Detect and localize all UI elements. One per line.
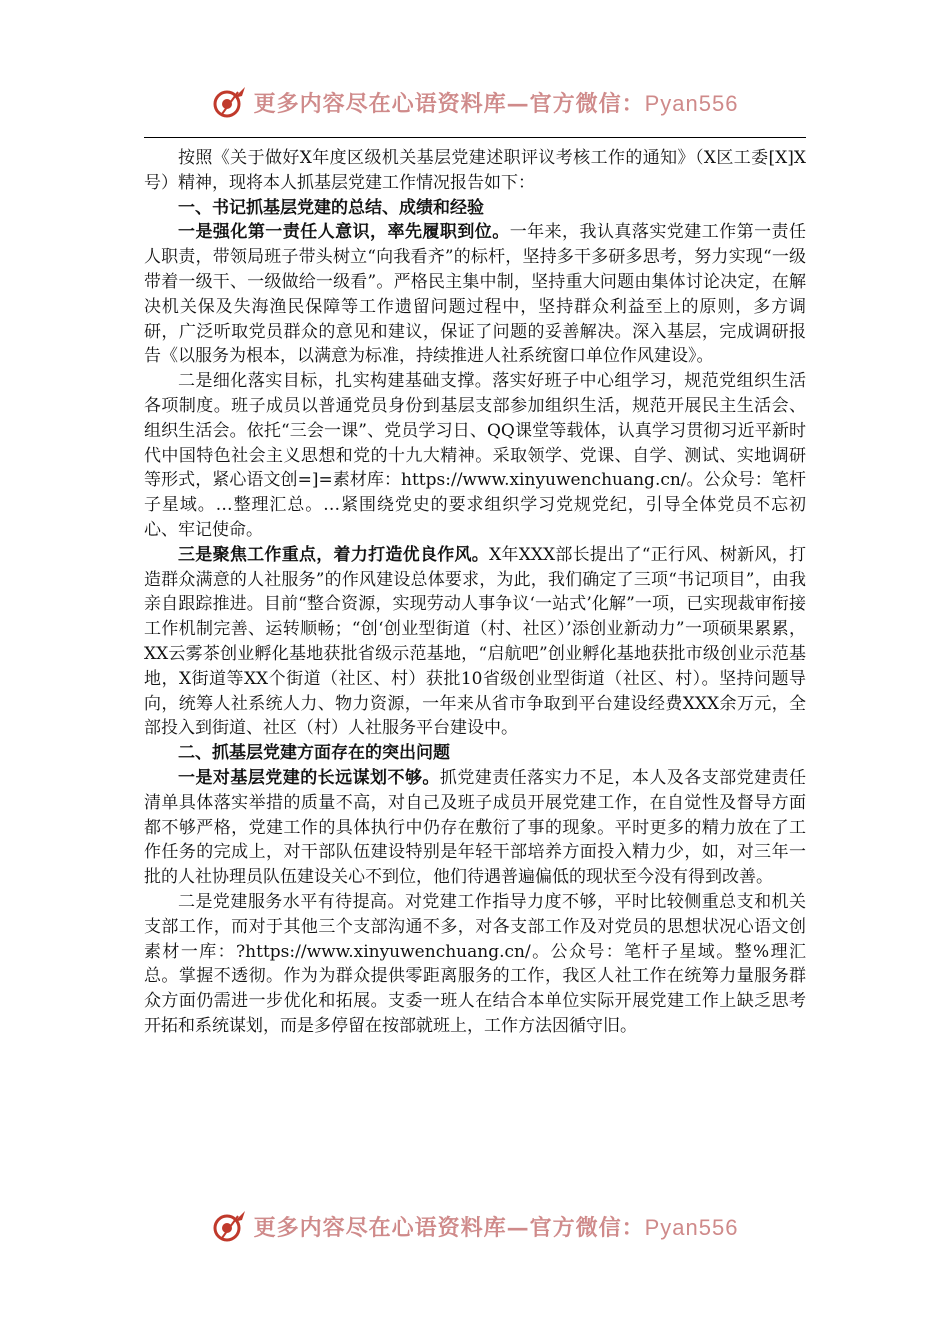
quill-logo-icon — [212, 1208, 248, 1244]
paragraph-4-lead: 一是对基层党建的长远谋划不够。 — [178, 767, 440, 788]
document-body — [144, 146, 806, 1039]
header-rule — [144, 137, 806, 138]
paragraph-4 — [144, 766, 806, 890]
paragraph-3 — [144, 543, 806, 741]
intro-paragraph: 按照《关于做好X年度区级机关基层党建述职评议考核工作的通知》（X区工委[X]X号）精神，现将本人抓基层党建工作情况报告如下： — [144, 148, 806, 193]
footer-banner — [0, 1208, 950, 1252]
paragraph-1-lead: 一是强化第一责任人意识，率先履职到位。 — [178, 222, 510, 243]
section-heading-1: 一、书记抓基层党建的总结、成绩和经验 — [178, 197, 484, 218]
wechat-id: Pyan556 — [644, 1214, 739, 1240]
banner-text: 更多内容尽在心语资料库—官方微信：Pyan556 — [253, 1214, 739, 1241]
wechat-id: Pyan556 — [644, 90, 739, 116]
header-banner — [0, 84, 950, 128]
paragraph-5: 二是党建服务水平有待提高。对党建工作指导力度不够，平时比较侧重总支和机关支部工作，而对于其他三个支部沟通不多，对各支部工作及对党员的思想状况心语文创素材一库：?https://www.xinyuwenchuang.cn/。公众号：笔杆子星域。整%理汇总。掌握不透彻。作为为群众提供零距离服务的工作，我区人社工作在统筹力量服务群众方面仍需进一步优化和拓展。支委一班人在结合本单位实际开展党建工作上缺乏思考开拓和系统谋划，而是多停留在按部就班上，工作方法因循守旧。 — [144, 891, 806, 1036]
paragraph-2: 二是细化落实目标，扎实构建基础支撑。落实好班子中心组学习，规范党组织生活各项制度。班子成员以普通党员身份到基层支部参加组织生活，规范开展民主生活会、组织生活会。依托“三会一课”、党员学习日、QQ课堂等载体，认真学习贯彻习近平新时代中国特色社会主义思想和党的十九大精神。采取领学、党课、自学、测试、实地调研等形式，紧心语文创=]=素材库：https://www.xinyuwenchuang.cn/。公众号：笔杆子星域。…整理汇总。…紧围绕党史的要求组织学习党规党纪，引导全体党员不忘初心、牢记使命。 — [144, 371, 806, 540]
section-heading-2: 二、抓基层党建方面存在的突出问题 — [178, 743, 450, 764]
paragraph-4-text: 抓党建责任落实力不足，本人及各支部党建责任清单具体落实举措的质量不高，对自己及班子成员开展党建工作，在自觉性及督导方面都不够严格，党建工作的具体执行中仍存在敷衍了事的现象。平时更多的精力放在了工作任务的完成上，对干部队伍建设特别是年轻干部培养方面投入精力少，如，对三年一批的人社协理员队伍建设关心不到位，他们待遇普遍偏低的现状至今没有得到改善。 — [144, 767, 807, 888]
paragraph-3-text: X年XXX部长提出了“正行风、树新风，打造群众满意的人社服务”的作风建设总体要求，为此，我们确定了三项“书记项目”，由我亲自跟踪推进。目前“整合资源，实现劳动人事争议‘一站式’化解”一项，已实现裁审衔接工作机制完善、运转顺畅；“创‘创业型街道（村、社区）’添创业新动力”一项硕果累累，XX云雾茶创业孵化基地获批省级示范基地，“启航吧”创业孵化基地获批市级创业示范基地，X街道等XX个街道（社区、村）获批10省级创业型街道（社区、村）。坚持问题导向，统筹人社系统人力、物力资源，一年来从省市争取到平台建设经费XXX余万元，全部投入到街道、社区（村）人社服务平台建设中。 — [144, 544, 806, 739]
paragraph-1-text: 一年来，我认真落实党建工作第一责任人职责，带领局班子带头树立“向我看齐”的标杆，坚持多干多研多思考，努力实现“一级带着一级干、一级做给一级看”。严格民主集中制，坚持重大问题由集体讨论决定，在解决机关保及失海渔民保障等工作遗留问题过程中，坚持群众利益至上的原则，多方调研，广泛听取党员群众的意见和建议，保证了问题的妥善解决。深入基层，完成调研报告《以服务为根本，以满意为标准，持续推进人社系统窗口单位作风建设》。 — [144, 222, 807, 367]
quill-logo-icon — [212, 84, 248, 120]
banner-text: 更多内容尽在心语资料库—官方微信：Pyan556 — [253, 90, 739, 117]
paragraph-1 — [144, 220, 806, 369]
paragraph-3-lead: 三是聚焦工作重点，着力打造优良作风。 — [178, 544, 490, 565]
